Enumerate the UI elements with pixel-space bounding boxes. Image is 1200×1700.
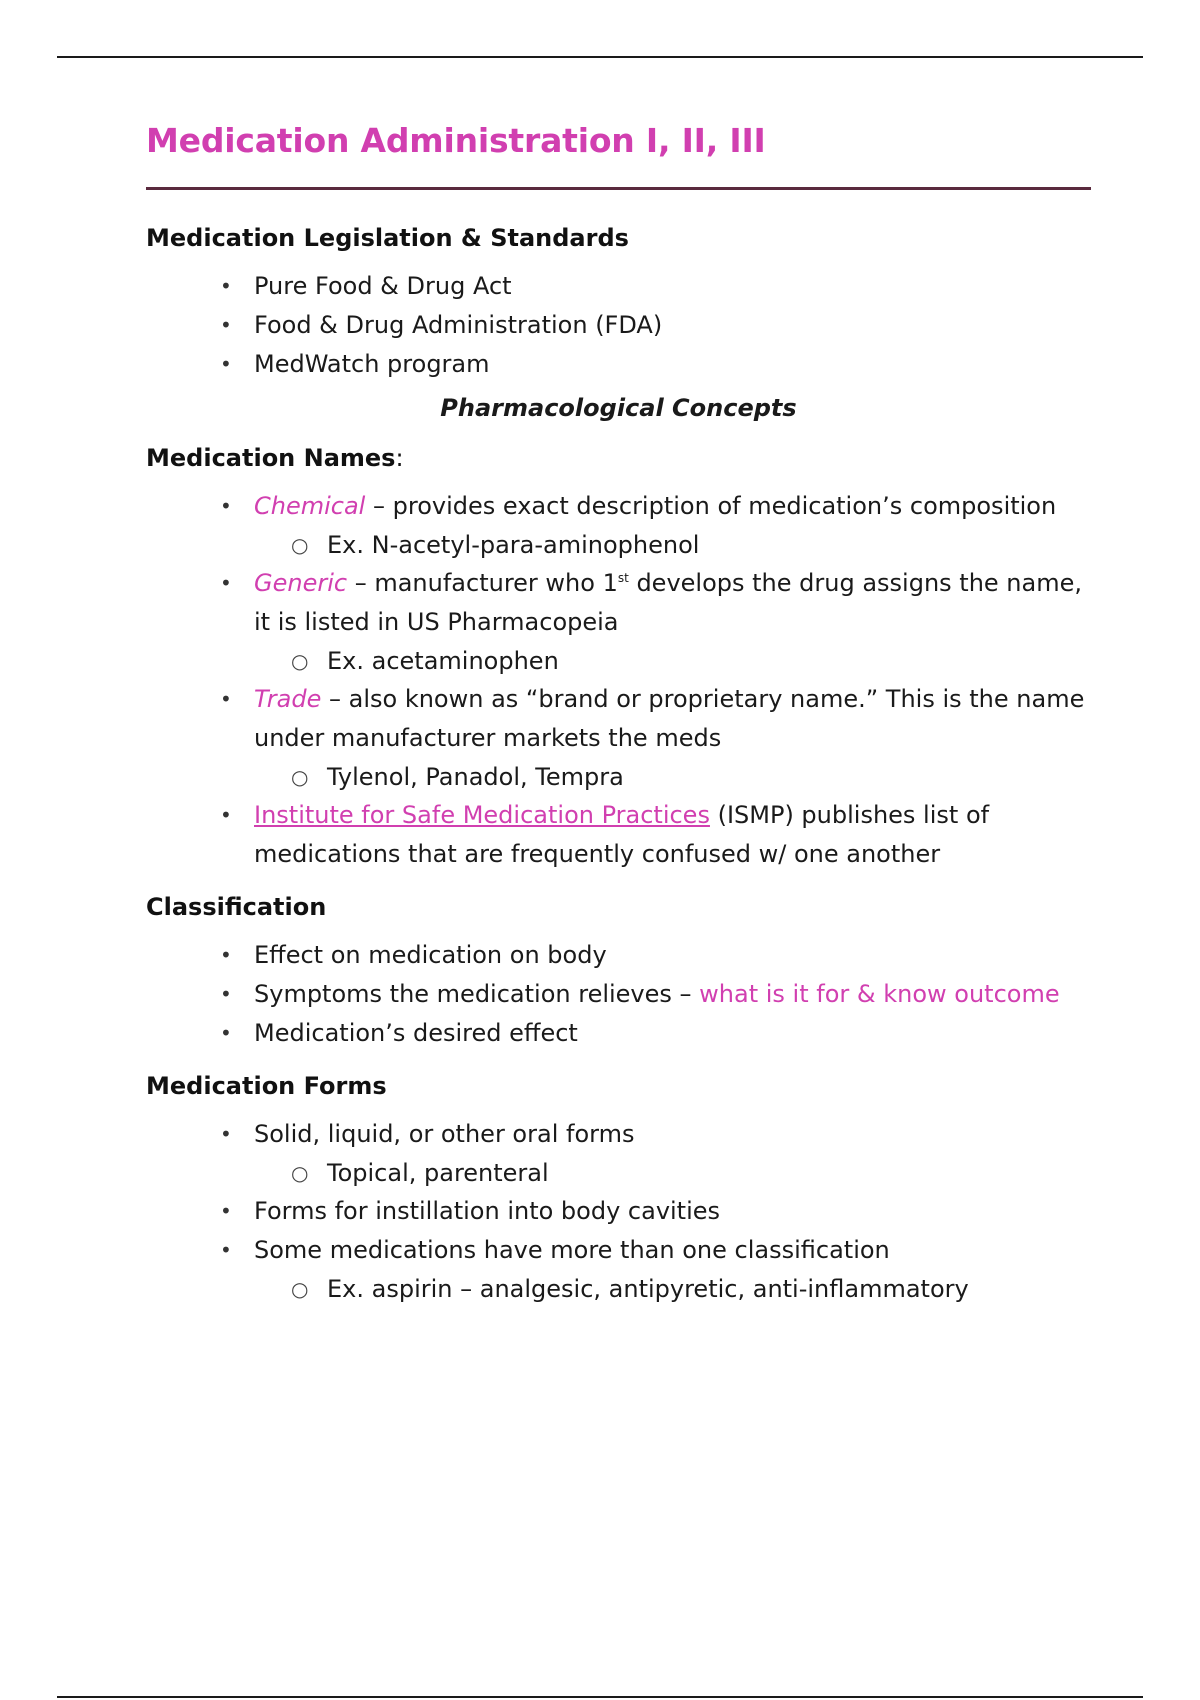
bullet-icon: • [220, 982, 232, 1006]
section-heading-legislation: Medication Legislation & Standards [146, 224, 629, 252]
list-item: • Symptoms the medication relieves – what is it for & know outcome [146, 975, 1091, 1014]
term-generic: Generic [254, 569, 348, 597]
list-item-chemical: • Chemical – provides exact description of medication’s composition ○ Ex. N-acetyl-para-aminophenol [146, 487, 1091, 564]
highlight-text: what is it for & know outcome [699, 980, 1060, 1008]
bullet-icon: • [220, 571, 232, 595]
sub-list-item: ○ Topical, parenteral [146, 1154, 1091, 1192]
list-item-ismp: • Institute for Safe Medication Practices (ISMP) publishes list of medications that are frequently confused w/ one another [146, 796, 1091, 874]
classification-list [146, 936, 1091, 1053]
list-item: • Medication’s desired effect [146, 1014, 1091, 1053]
forms-list [146, 1115, 1091, 1308]
bullet-icon: • [220, 352, 232, 376]
sub-bullet-icon: ○ [291, 765, 309, 789]
list-item: • Pure Food & Drug Act [146, 267, 1091, 306]
list-item: • Some medications have more than one classification ○ Ex. aspirin – analgesic, antipyretic, anti-inflammatory [146, 1231, 1091, 1308]
bullet-icon: • [220, 1021, 232, 1045]
sub-bullet-icon: ○ [291, 1277, 309, 1301]
document-title: Medication Administration I, II, III [146, 121, 766, 160]
page-top-rule [57, 56, 1143, 58]
bullet-icon: • [220, 313, 232, 337]
list-item-trade: • Trade – also known as “brand or proprietary name.” This is the name under manufacturer markets the meds ○ Tylenol, Panadol, Tempra [146, 680, 1091, 796]
page-bottom-rule [57, 1696, 1143, 1698]
ismp-link[interactable]: Institute for Safe Medication Practices [254, 801, 710, 829]
sub-list-item: ○ Tylenol, Panadol, Tempra [146, 758, 1091, 796]
list-item: • Effect on medication on body [146, 936, 1091, 975]
sub-list-item: ○ Ex. aspirin – analgesic, antipyretic, anti-inflammatory [146, 1270, 1091, 1308]
sub-bullet-icon: ○ [291, 533, 309, 557]
bullet-icon: • [220, 494, 232, 518]
sub-bullet-icon: ○ [291, 649, 309, 673]
names-list [146, 487, 1091, 874]
list-item: • Food & Drug Administration (FDA) [146, 306, 1091, 345]
list-item: • Forms for instillation into body cavities [146, 1192, 1091, 1231]
sub-bullet-icon: ○ [291, 1161, 309, 1185]
bullet-icon: • [220, 1238, 232, 1262]
bullet-icon: • [220, 1199, 232, 1223]
list-item: • MedWatch program [146, 345, 1091, 384]
bullet-icon: • [220, 1122, 232, 1146]
bullet-icon: • [220, 803, 232, 827]
section-heading-names: Medication Names: [146, 444, 404, 472]
bullet-icon: • [220, 274, 232, 298]
title-underline [146, 187, 1091, 190]
term-chemical: Chemical [254, 492, 366, 520]
list-item-generic: • Generic – manufacturer who 1st develops the drug assigns the name, it is listed in US Pharmacopeia ○ Ex. acetaminophen [146, 564, 1091, 680]
sub-list-item: ○ Ex. N-acetyl-para-aminophenol [146, 526, 1091, 564]
section-heading-classification: Classification [146, 893, 327, 921]
legislation-list [146, 267, 1091, 384]
term-trade: Trade [254, 685, 322, 713]
sub-list-item: ○ Ex. acetaminophen [146, 642, 1091, 680]
concepts-heading: Pharmacological Concepts [440, 394, 797, 422]
bullet-icon: • [220, 943, 232, 967]
section-heading-forms: Medication Forms [146, 1072, 387, 1100]
document-body [146, 118, 1091, 1308]
list-item: • Solid, liquid, or other oral forms ○ Topical, parenteral [146, 1115, 1091, 1192]
bullet-icon: • [220, 687, 232, 711]
